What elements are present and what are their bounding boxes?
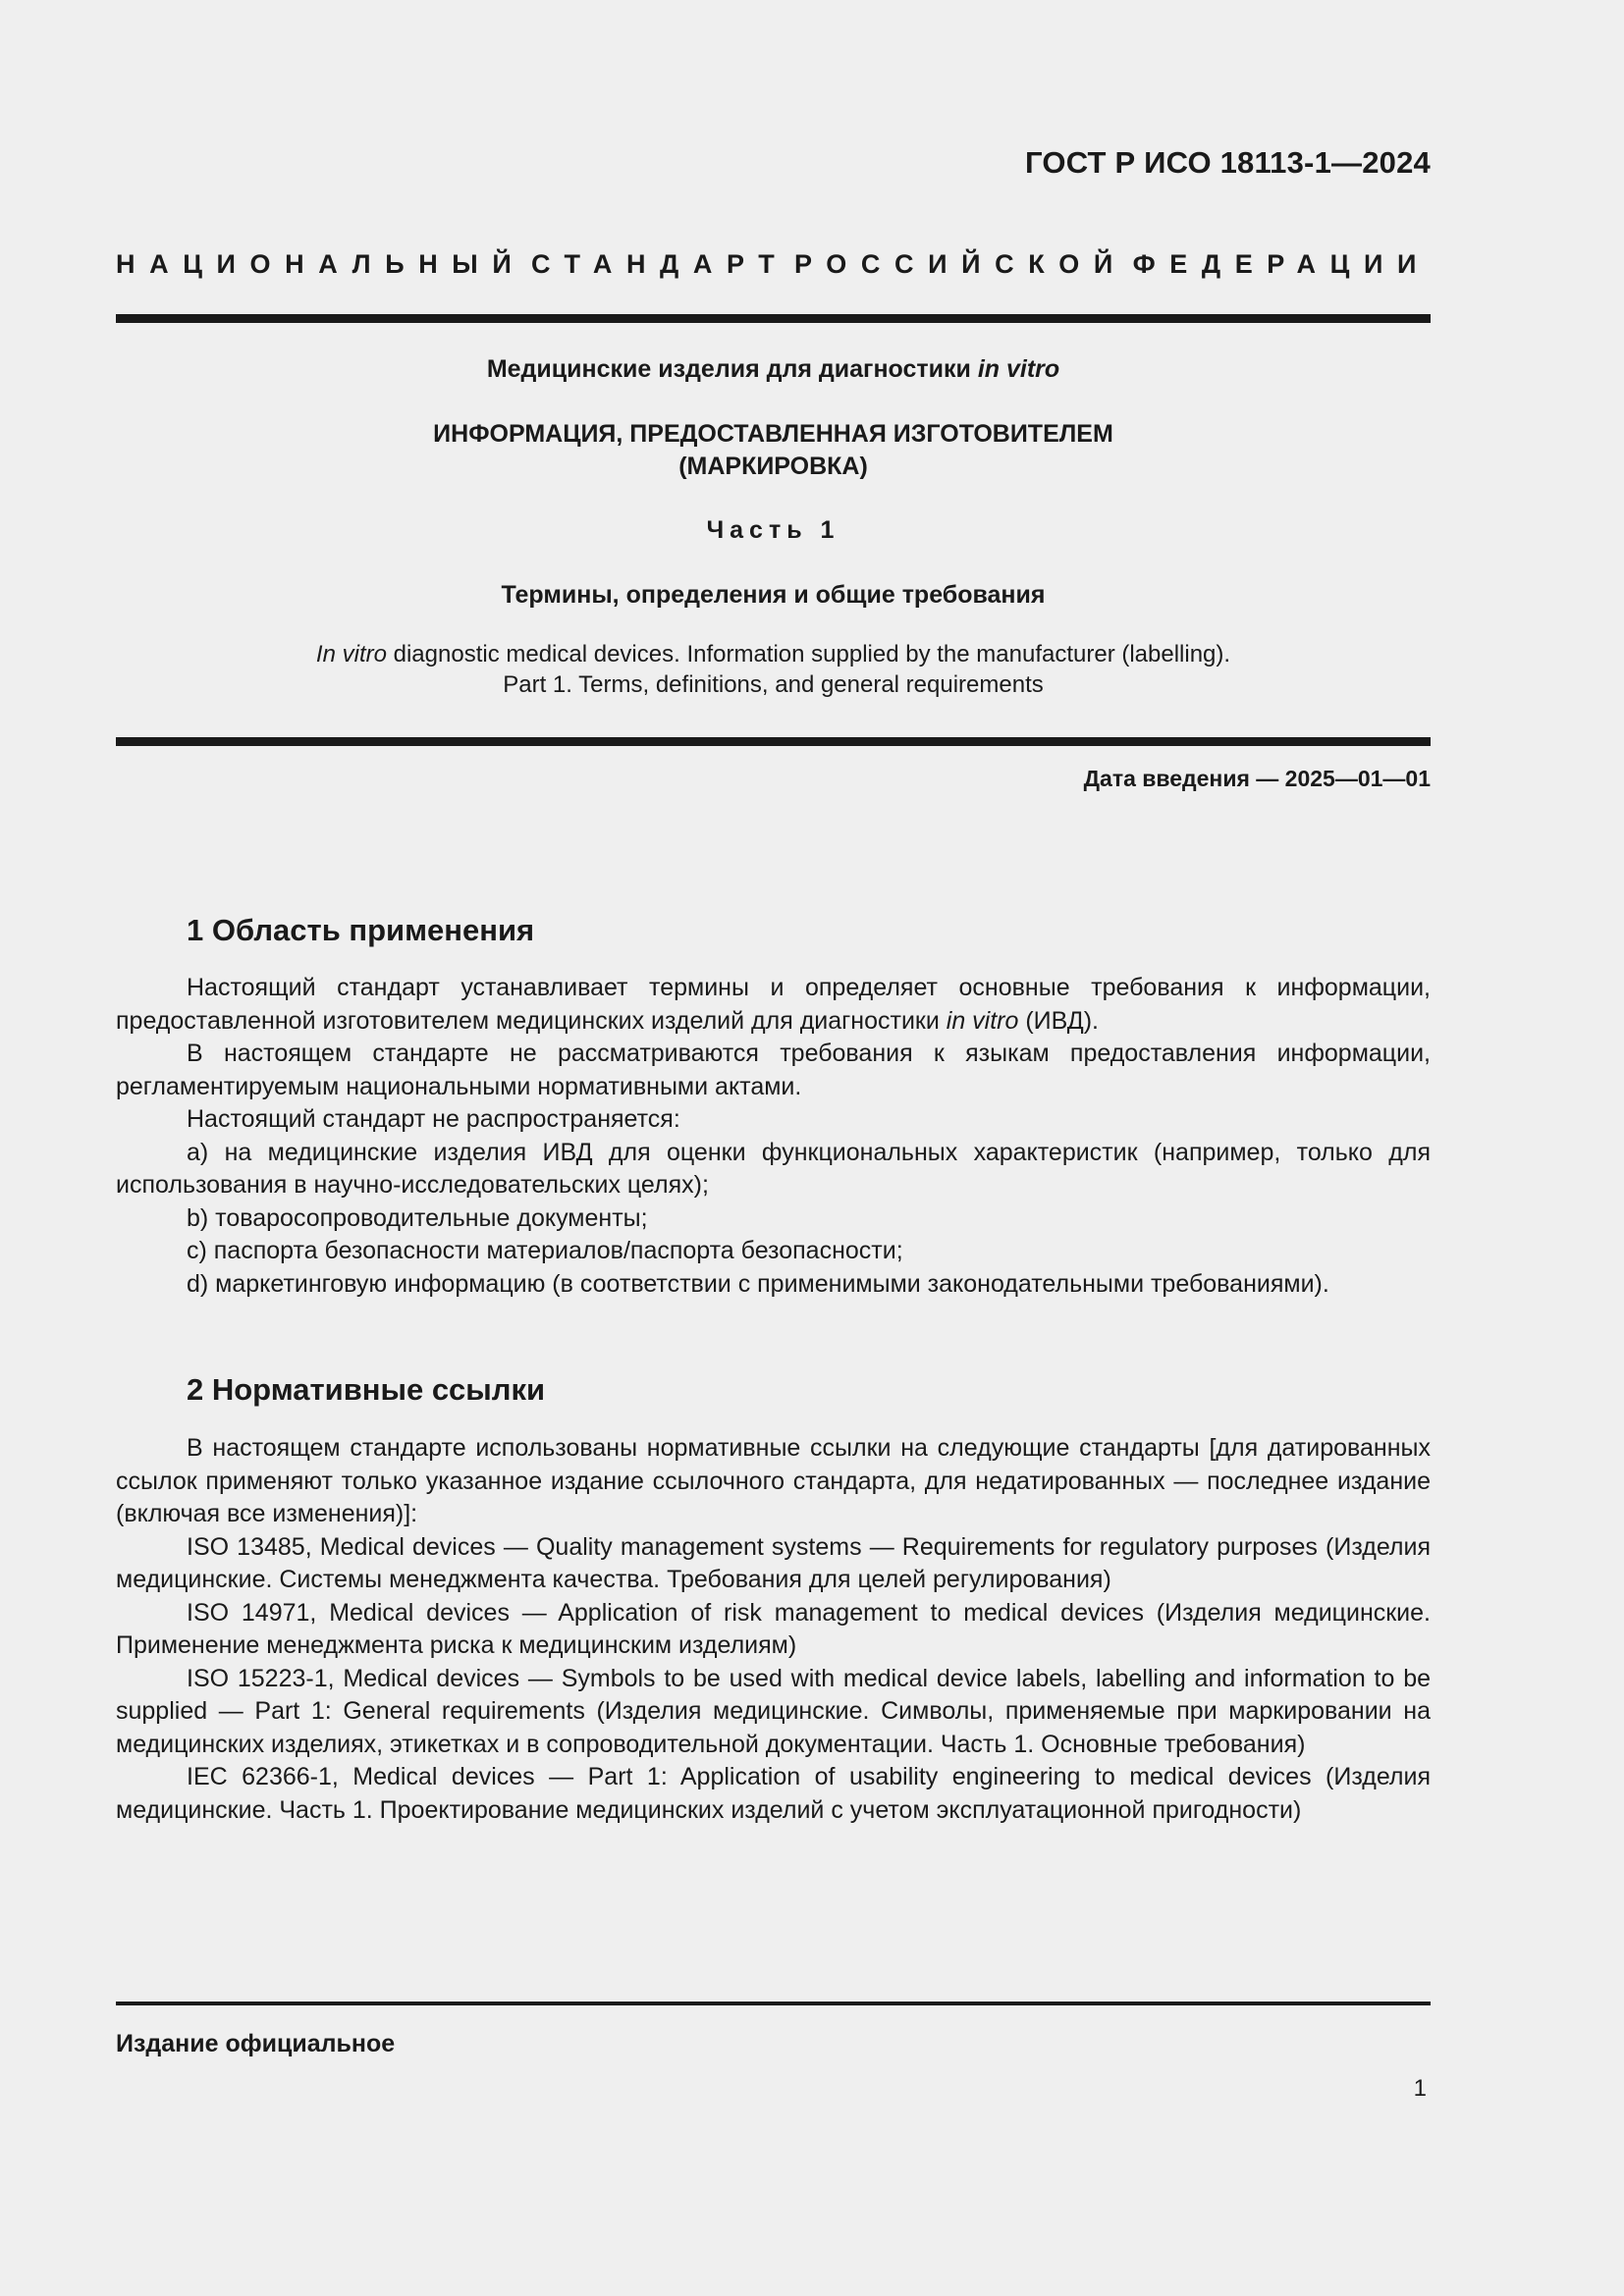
english-title-line-2: Part 1. Terms, definitions, and general requirements (503, 671, 1044, 698)
paragraph-text: (ИВД). (1018, 1006, 1099, 1035)
list-item: d) маркетинговую информацию (в соответствии с применимыми законодательными требованиями). (187, 1269, 1329, 1298)
paragraph: В настоящем стандарте использованы нормативные ссылки на следующие стандарты [для датированных ссылок применяют только указанное издание ссылочного стандарта, для недатированных — последнее издание (включая все изменения)]: (116, 1434, 1431, 1527)
part-label: Часть 1 (706, 516, 840, 544)
banner-word: ФЕДЕРАЦИИ (1132, 249, 1431, 279)
section-1-body (116, 972, 1431, 1301)
section-2-title: 2 Нормативные ссылки (187, 1372, 546, 1407)
list-item: c) паспорта безопасности материалов/паспорта безопасности; (187, 1237, 903, 1264)
banner-word: РОССИЙСКОЙ (794, 249, 1127, 279)
reference-item: ISO 13485, Medical devices — Quality management systems — Requirements for regulatory purposes (Изделия медицинские. Системы менеджмента качества. Требования для целей регулирования) (116, 1532, 1431, 1593)
english-title-line-1 (116, 639, 1431, 669)
document-page (116, 0, 1431, 2296)
page-number: 1 (1413, 2075, 1427, 2102)
footer-rule (116, 2002, 1431, 2005)
banner-word: СТАНДАРТ (531, 249, 789, 279)
national-standard-banner (116, 249, 1431, 280)
title-line-3: (МАРКИРОВКА) (678, 453, 868, 480)
title-line-1 (116, 355, 1431, 384)
section-2-body (116, 1432, 1431, 1827)
top-rule (116, 314, 1431, 323)
reference-item: ISO 14971, Medical devices — Application of risk management to medical devices (Изделия медицинские. Применение менеджмента риска к медицинским изделиям) (116, 1598, 1431, 1659)
paragraph-text: Настоящий стандарт устанавливает термины и определяет основные требования к информации, предоставленной изготовителем медицинских изделий для диагностики (116, 974, 1431, 1035)
list-item: b) товаросопроводительные документы; (187, 1203, 648, 1232)
standard-number: ГОСТ Р ИСО 18113-1—2024 (1025, 145, 1431, 180)
paragraph: В настоящем стандарте не рассматриваются требования к языкам предоставления информации, регламентируемым национальными нормативными актами. (116, 1040, 1431, 1100)
reference-item: ISO 15223-1, Medical devices — Symbols to be used with medical device labels, labelling and information to be supplied — Part 1: General requirements (Изделия медицинские. Символы, применяемые при маркировании на медицинских изделиях, этикетках и в сопроводительной документации. Часть 1. Основные требования) (116, 1664, 1431, 1758)
paragraph: Настоящий стандарт не распространяется: (187, 1105, 680, 1133)
title-line-1-italic: in vitro (977, 355, 1060, 383)
section-1-title: 1 Область применения (187, 913, 535, 947)
title-line-1-text: Медицинские изделия для диагностики (486, 355, 978, 383)
paragraph (116, 972, 1431, 1038)
paragraph-italic: in vitro (946, 1006, 1019, 1035)
middle-rule (116, 737, 1431, 746)
english-title-italic: In vitro (315, 641, 387, 667)
english-title-line-1-text: diagnostic medical devices. Information supplied by the manufacturer (labelling). (386, 641, 1231, 667)
title-line-2: ИНФОРМАЦИЯ, ПРЕДОСТАВЛЕННАЯ ИЗГОТОВИТЕЛЕМ (433, 420, 1113, 448)
banner-word: НАЦИОНАЛЬНЫЙ (116, 249, 526, 279)
list-item: a) на медицинские изделия ИВД для оценки функциональных характеристик (например, только для использования в научно-исследовательских целях); (116, 1138, 1431, 1199)
english-title (116, 639, 1431, 700)
reference-item: IEC 62366-1, Medical devices — Part 1: Application of usability engineering to medical devices (Изделия медицинские. Часть 1. Проектирование медицинских изделий с учетом эксплуатационной пригодности) (116, 1763, 1431, 1824)
introduction-date: Дата введения — 2025—01—01 (1083, 766, 1431, 791)
subtitle: Термины, определения и общие требования (501, 581, 1046, 609)
official-edition-label: Издание официальное (116, 2030, 396, 2057)
